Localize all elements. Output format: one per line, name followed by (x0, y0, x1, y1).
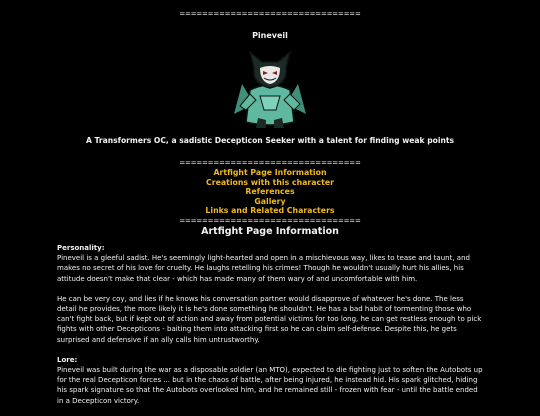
personality-paragraph-1: Pineveil is a gleeful sadist. He's seemingly light-hearted and open in a mischievous way, likes to tease and taunt, and makes no secret of his love for cruelty. He laughs retelling his crimes! Though he wouldn't usually hurt his allies, his attitude doesn't make that clear - which has made many of them wary of and uncomfortable with him. (57, 254, 470, 283)
avatar (232, 44, 308, 128)
nav-link-creations[interactable]: Creations with this character (206, 177, 334, 187)
nav-link-references[interactable]: References (245, 187, 295, 197)
personality-paragraph-2: He can be very coy, and lies if he knows his conversation partner would disapprove of whatever he's done. The less detail he provides, the more likely it is he's done something he shouldn't. He has a bad habit of tormenting those who can't fight back, but if kept out of action and away from potential victims for too long, he can get restless enough to pick fights with other Decepticons - baiting them into attacking first so he can claim self-defense. Despite this, he gets surprised and defensive if an ally calls him untrustworthy. (57, 294, 482, 344)
personality-label: Personality: (57, 244, 105, 252)
section-content (57, 243, 485, 416)
nav-divider-bottom: ================================ (179, 216, 361, 225)
nav-link-artfight-info[interactable]: Artfight Page Information (213, 168, 327, 177)
lore-paragraph-1: Pineveil was built during the war as a disposable soldier (an MTO), expected to die fighting just to soften the Autobots up for the real Decepticon forces ... but in the chaos of battle, after being injured, he instead hid. His spark glitched, hiding his spark signature so that the Autobots overlooked him, and he remained still - frozen with fear - until the battle ended in a Decepticon victory. (57, 366, 483, 405)
lore-label: Lore: (57, 355, 78, 364)
nav-link-links-related[interactable]: Links and Related Characters (205, 206, 335, 216)
page-title: Pineveil (252, 31, 288, 40)
nav-divider-top: ================================ (179, 159, 361, 167)
section-title: Artfight Page Information (201, 226, 339, 237)
top-divider: ================================ (179, 10, 361, 18)
character-tagline: A Transformers OC, a sadistic Decepticon Seeker with a talent for finding weak points (85, 136, 455, 145)
avatar-image (232, 44, 308, 128)
nav-menu (0, 158, 540, 226)
nav-link-gallery[interactable]: Gallery (254, 196, 286, 206)
